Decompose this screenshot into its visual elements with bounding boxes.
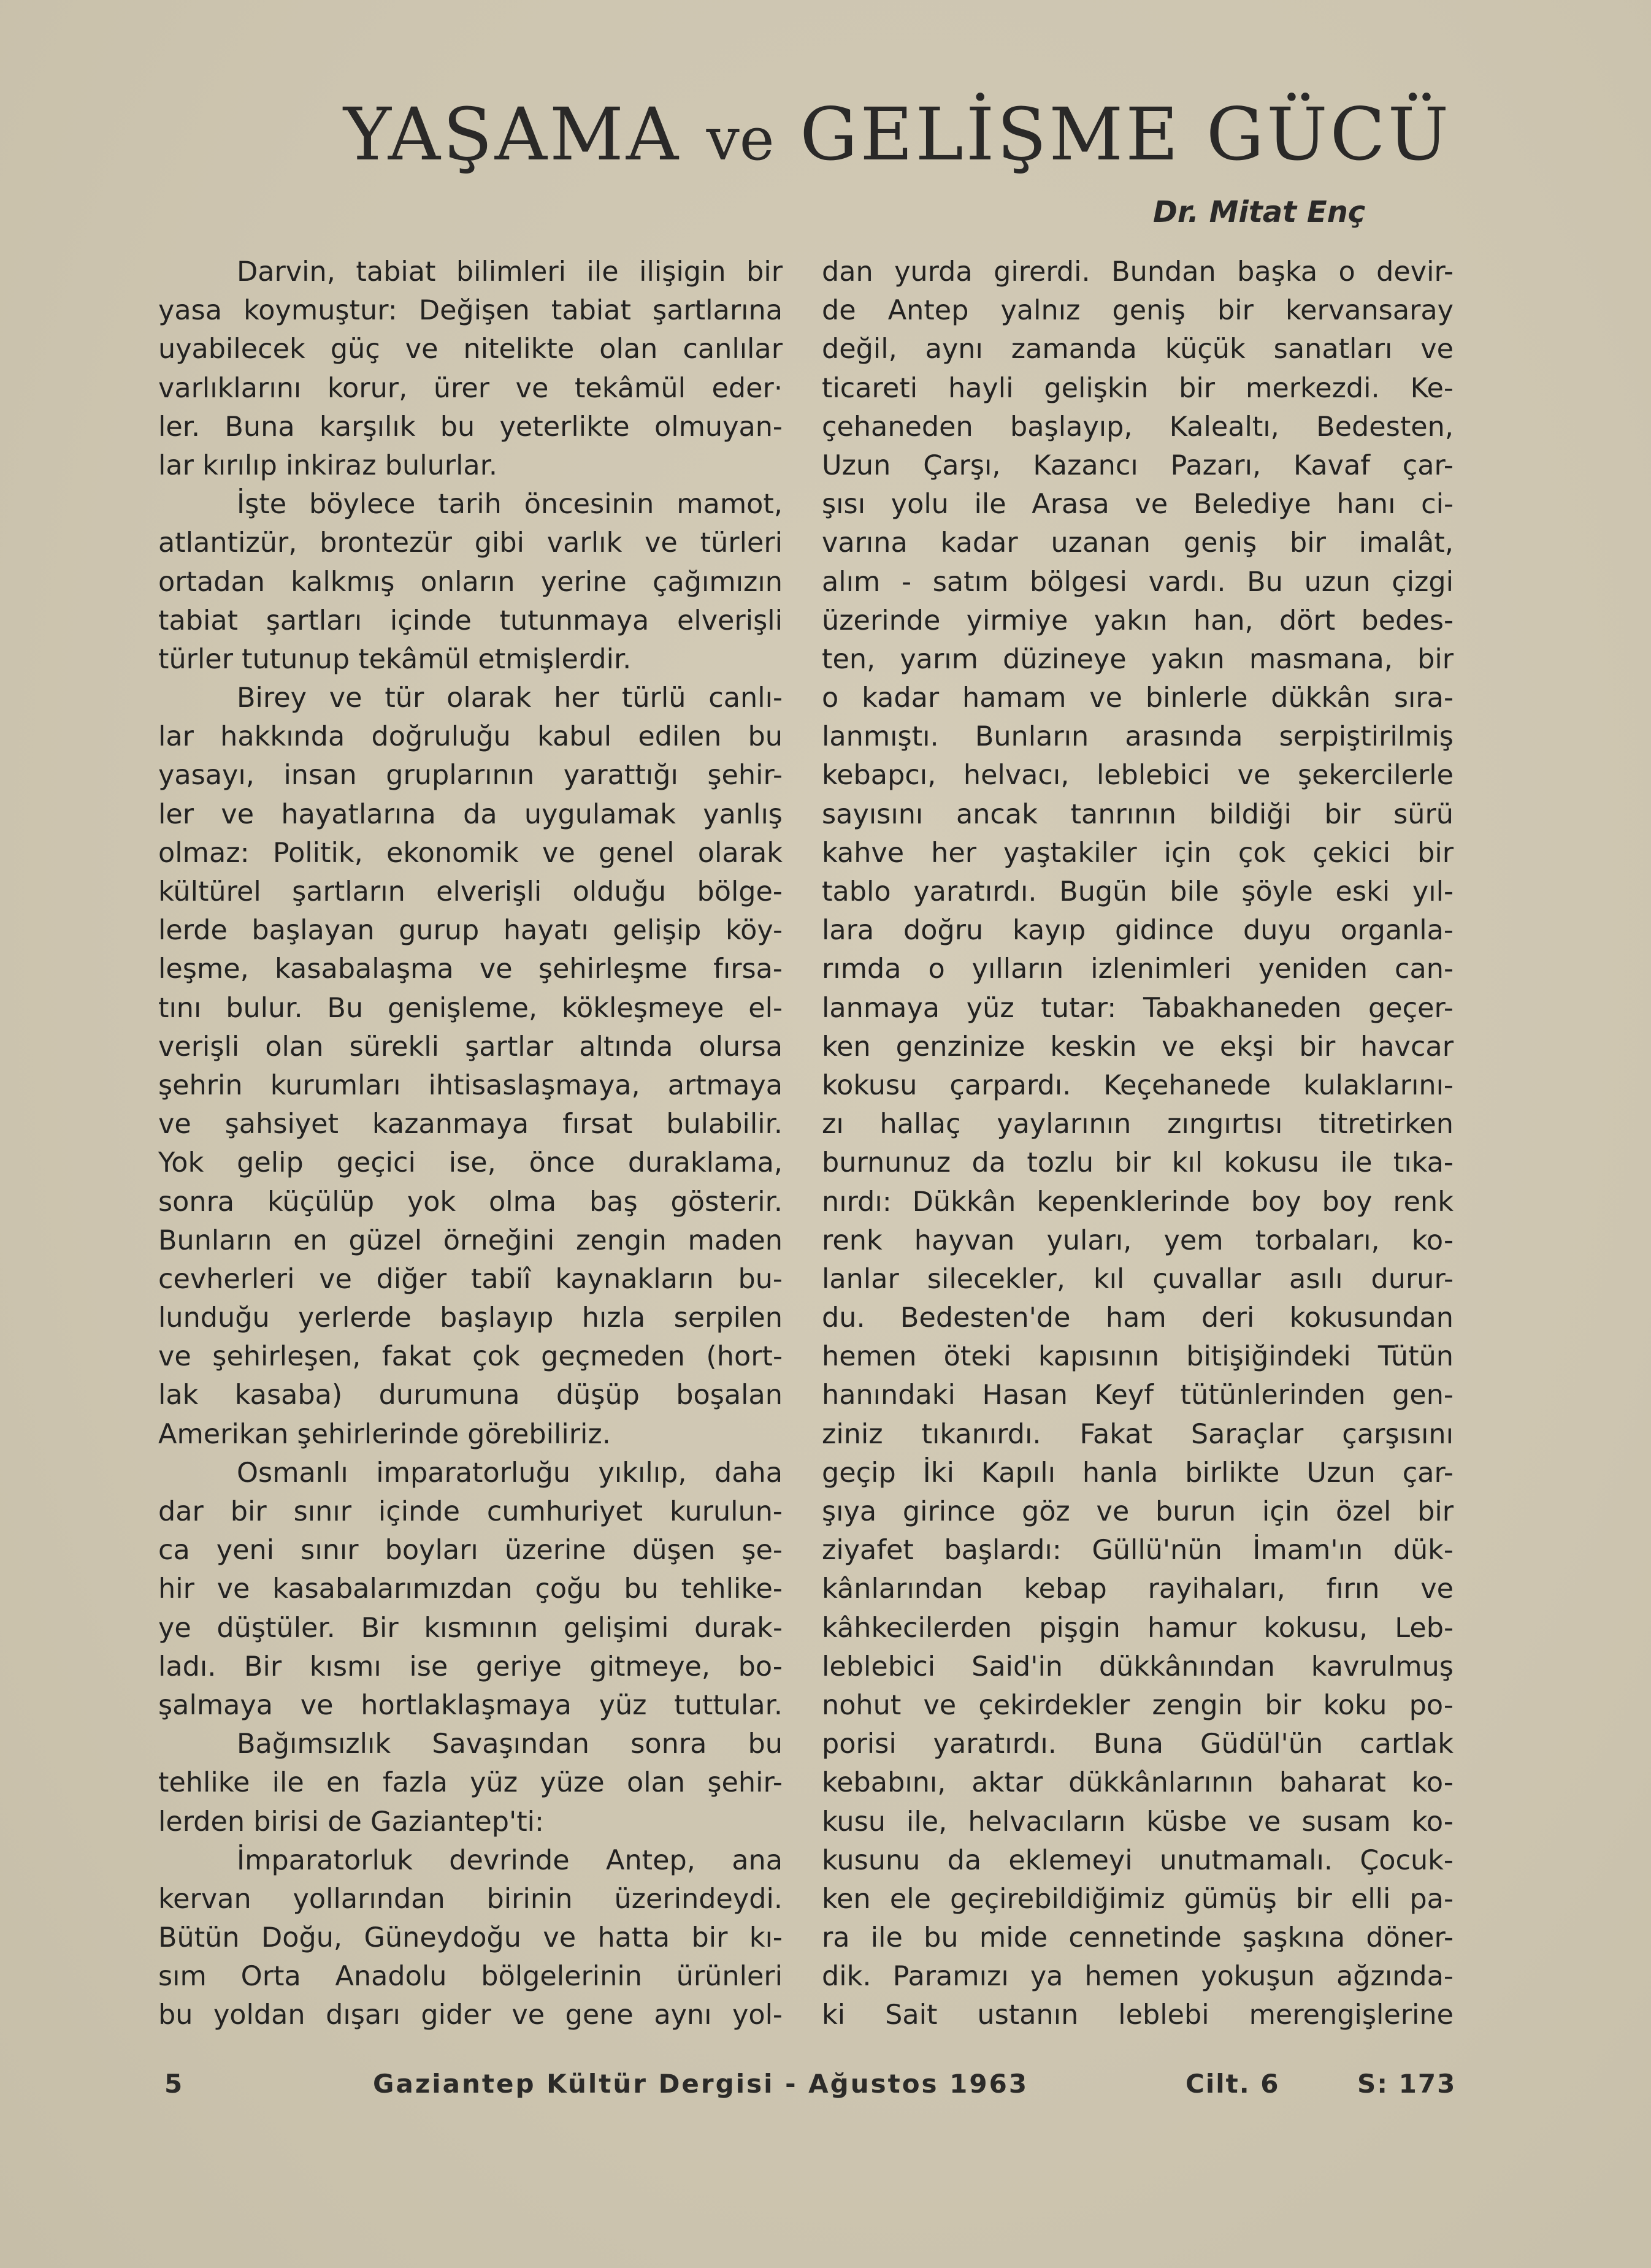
text-line: Bağımsızlık Savaşından sonra bu: [237, 1728, 783, 1760]
text-line: şısı yolu ile Arasa ve Belediye hanı ci-: [822, 489, 1454, 521]
text-line: çehaneden başlayıp, Kalealtı, Bedesten,: [822, 411, 1454, 443]
text-line: kebabını, aktar dükkânlarının baharat ko-: [822, 1767, 1454, 1799]
text-line: ki Sait ustanın leblebi merengişlerine: [822, 1999, 1454, 2031]
text-line: Darvin, tabiat bilimleri ile ilişigin bir: [237, 256, 783, 288]
text-line: dar bir sınır içinde cumhuriyet kurulun-: [158, 1496, 783, 1527]
text-line: türler tutunup tekâmül etmişlerdir.: [158, 643, 632, 675]
page-footer: [158, 2069, 1458, 2112]
text-line: kültürel şartların elverişli olduğu bölge-: [158, 876, 783, 907]
text-line: ticareti hayli gelişkin bir merkezdi. Ke-: [822, 372, 1454, 404]
text-line: ladı. Bir kısmı ise geriye gitmeye, bo-: [158, 1651, 783, 1682]
text-line: renk hayvan yuları, yem torbaları, ko-: [822, 1224, 1454, 1256]
sayfa-label: S: 173: [1357, 2069, 1457, 2099]
text-line: şalmaya ve hortlaklaşmaya yüz tuttular.: [158, 1689, 783, 1721]
text-line: lak kasaba) durumuna düşüp boşalan: [158, 1380, 783, 1411]
text-line: olmaz: Politik, ekonomik ve genel olarak: [158, 837, 783, 869]
text-line: lar kırılıp inkiraz bulurlar.: [158, 449, 498, 481]
text-line: kusu ile, helvacıların küsbe ve susam ko-: [822, 1806, 1454, 1838]
text-line: uyabilecek güç ve nitelikte olan canlılar: [158, 334, 783, 365]
text-line: şehrin kurumları ihtisaslaşmaya, artmaya: [158, 1069, 783, 1101]
text-line: değil, aynı zamanda küçük sanatları ve: [822, 334, 1454, 365]
text-line: ler ve hayatlarına da uygulamak yanlış: [158, 798, 783, 830]
text-line: kervan yollarından birinin üzerindeydi.: [158, 1883, 783, 1915]
article-author: Dr. Mitat Enç: [1153, 195, 1366, 229]
text-line: ten, yarım düzineye yakın masmana, bir: [822, 643, 1454, 675]
text-line: üzerinde yirmiye yakın han, dört bedes-: [822, 605, 1454, 636]
text-line: Uzun Çarşı, Kazancı Pazarı, Kavaf çar-: [822, 449, 1454, 481]
text-line: kokusu çarpardı. Keçehanede kulaklarını-: [822, 1069, 1454, 1101]
text-line: bu yoldan dışarı gider ve gene aynı yol-: [158, 1999, 783, 2031]
title-end: GELİŞME GÜCÜ: [800, 92, 1452, 177]
text-line: leşme, kasabalaşma ve şehirleşme fırsa-: [158, 953, 783, 985]
text-line: kusunu da eklemeyi unutmamalı. Çocuk-: [822, 1844, 1454, 1876]
right-text-column: [822, 253, 1454, 2035]
text-line: leblebici Said'in dükkânından kavrulmuş: [822, 1651, 1454, 1682]
text-line: ca yeni sınır boyları üzerine düşen şe-: [158, 1535, 783, 1567]
text-line: ziniz tıkanırdı. Fakat Saraçlar çarşısını: [822, 1418, 1454, 1450]
text-line: sım Orta Anadolu bölgelerinin ürünleri: [158, 1961, 783, 1993]
title-conjunction: ve: [706, 105, 775, 174]
volume-label: Cilt. 6: [1186, 2069, 1280, 2099]
text-line: ler. Buna karşılık bu yeterlikte olmuyan-: [158, 411, 783, 443]
text-line: alım - satım bölgesi vardı. Bu uzun çizgi: [822, 566, 1454, 598]
text-line: ortadan kalkmış onların yerine çağımızın: [158, 566, 783, 598]
page-number: 5: [164, 2069, 183, 2099]
text-line: İşte böylece tarih öncesinin mamot,: [237, 489, 783, 521]
text-line: tehlike ile en fazla yüz yüze olan şehir-: [158, 1767, 783, 1799]
text-line: ve şahsiyet kazanmaya fırsat bulabilir.: [158, 1109, 783, 1140]
text-line: hemen öteki kapısının bitişiğindeki Tütün: [822, 1341, 1454, 1373]
text-line: porisi yaratırdı. Buna Güdül'ün cartlak: [822, 1728, 1454, 1760]
text-line: tını bulur. Bu genişleme, kökleşmeye el-: [158, 992, 783, 1024]
text-line: lanmaya yüz tutar: Tabakhaneden geçer-: [822, 992, 1454, 1024]
text-line: Bütün Doğu, Güneydoğu ve hatta bir kı-: [158, 1922, 783, 1954]
title-main: YAŞAMA: [343, 92, 681, 177]
text-line: verişli olan sürekli şartlar altında olursa: [158, 1031, 783, 1063]
text-line: o kadar hamam ve binlerle dükkân sıra-: [822, 682, 1454, 714]
text-line: hanındaki Hasan Keyf tütünlerinden gen-: [822, 1380, 1454, 1411]
text-line: varlıklarını korur, ürer ve tekâmül eder·: [158, 372, 783, 404]
text-line: Amerikan şehirlerinde görebiliriz.: [158, 1418, 611, 1450]
text-line: sonra küçülüp yok olma baş gösterir.: [158, 1186, 783, 1218]
text-line: lunduğu yerlerde başlayıp hızla serpilen: [158, 1302, 783, 1334]
text-line: burnunuz da tozlu bir kıl kokusu ile tıka-: [822, 1147, 1454, 1179]
text-line: Osmanlı imparatorluğu yıkılıp, daha: [237, 1457, 783, 1489]
text-line: ye düştüler. Bir kısmının gelişimi durak-: [158, 1612, 783, 1644]
journal-name: Gaziantep Kültür Dergisi - Ağustos 1963: [373, 2069, 1029, 2099]
text-line: nırdı: Dükkân kepenklerinde boy boy renk: [822, 1186, 1454, 1218]
text-line: kahve her yaştakiler için çok çekici bir: [822, 837, 1454, 869]
text-line: tabiat şartları içinde tutunmaya elverişli: [158, 605, 783, 636]
text-line: sayısını ancak tanrının bildiği bir sürü: [822, 798, 1454, 830]
left-text-column: [158, 253, 783, 2035]
text-line: yasa koymuştur: Değişen tabiat şartlarına: [158, 295, 783, 327]
text-line: Birey ve tür olarak her türlü canlı-: [237, 682, 783, 714]
text-line: ve şehirleşen, fakat çok geçmeden (hort-: [158, 1341, 783, 1373]
text-line: ken ele geçirebildiğimiz gümüş bir elli pa-: [822, 1883, 1454, 1915]
text-line: ziyafet başlardı: Güllü'nün İmam'ın dük-: [822, 1535, 1454, 1567]
text-line: lara doğru kayıp gidince duyu organla-: [822, 915, 1454, 947]
text-line: ra ile bu mide cennetinde şaşkına döner-: [822, 1922, 1454, 1954]
text-line: ken genzinize keskin ve ekşi bir havcar: [822, 1031, 1454, 1063]
text-line: lerden birisi de Gaziantep'ti:: [158, 1806, 545, 1838]
text-line: şıya girince göz ve burun için özel bir: [822, 1496, 1454, 1527]
text-line: atlantizür, brontezür gibi varlık ve türleri: [158, 527, 783, 559]
text-line: dan yurda girerdi. Bundan başka o devir-: [822, 256, 1454, 288]
text-line: dik. Paramızı ya hemen yokuşun ağzında-: [822, 1961, 1454, 1993]
text-line: de Antep yalnız geniş bir kervansaray: [822, 295, 1454, 327]
article-title: [343, 92, 1452, 177]
text-line: zı hallaç yaylarının zıngırtısı titretirken: [822, 1109, 1454, 1140]
text-line: yasayı, insan gruplarının yarattığı şehir-: [158, 760, 783, 792]
text-line: cevherleri ve diğer tabiî kaynakların bu-: [158, 1263, 783, 1295]
text-line: lanmıştı. Bunların arasında serpiştirilmiş: [822, 721, 1454, 753]
text-line: tablo yaratırdı. Bugün bile şöyle eski yıl-: [822, 876, 1454, 907]
text-line: kâhkecilerden pişgin hamur kokusu, Leb-: [822, 1612, 1454, 1644]
text-line: nohut ve çekirdekler zengin bir koku po-: [822, 1689, 1454, 1721]
text-line: rımda o yılların izlenimleri yeniden can-: [822, 953, 1454, 985]
text-line: du. Bedesten'de ham deri kokusundan: [822, 1302, 1454, 1334]
text-line: lerde başlayan gurup hayatı gelişip köy-: [158, 915, 783, 947]
text-line: hir ve kasabalarımızdan çoğu bu tehlike-: [158, 1573, 783, 1605]
text-line: Bunların en güzel örneğini zengin maden: [158, 1224, 783, 1256]
text-line: lar hakkında doğruluğu kabul edilen bu: [158, 721, 783, 753]
text-line: kebapcı, helvacı, leblebici ve şekercilerle: [822, 760, 1454, 792]
text-line: geçip İki Kapılı hanla birlikte Uzun çar-: [822, 1457, 1454, 1489]
text-line: varına kadar uzanan geniş bir imalât,: [822, 527, 1454, 559]
text-line: İmparatorluk devrinde Antep, ana: [237, 1844, 783, 1876]
text-line: Yok gelip geçici ise, önce duraklama,: [158, 1147, 783, 1179]
text-line: kânlarından kebap rayihaları, fırın ve: [822, 1573, 1454, 1605]
text-line: lanlar silecekler, kıl çuvallar asılı durur-: [822, 1263, 1454, 1295]
